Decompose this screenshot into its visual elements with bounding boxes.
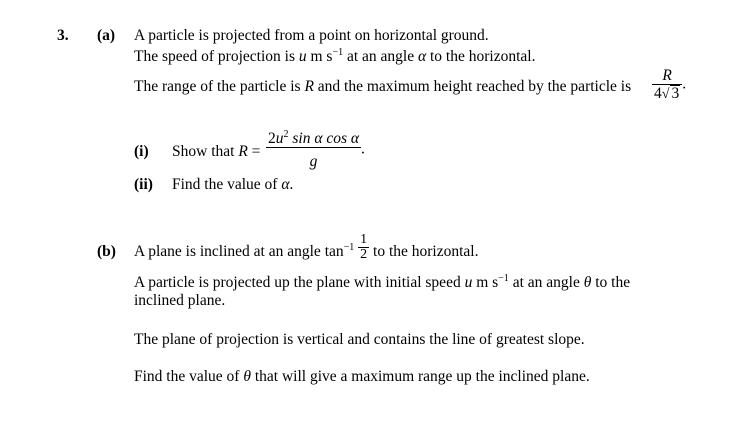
var-u: u bbox=[275, 130, 284, 147]
radicand: 3 bbox=[671, 84, 680, 102]
part-b-line-1 bbox=[134, 232, 479, 262]
text: Show that bbox=[172, 143, 239, 160]
fraction-denominator bbox=[652, 85, 682, 102]
text: to the horizontal. bbox=[426, 48, 536, 65]
unit: m s bbox=[310, 48, 333, 65]
var-alpha: α bbox=[417, 48, 427, 65]
text: A plane is inclined at an angle bbox=[134, 243, 325, 261]
text: and the maximum height reached by the particle is bbox=[313, 78, 632, 95]
sub-i-label: (i) bbox=[134, 143, 149, 160]
max-height-fraction bbox=[652, 68, 686, 102]
unit: m s bbox=[476, 274, 499, 291]
equals: = bbox=[247, 143, 261, 160]
tan-exponent: −1 bbox=[343, 242, 355, 254]
var-theta: θ bbox=[243, 368, 251, 385]
tan: tan bbox=[324, 243, 344, 261]
coef: 2 bbox=[268, 130, 276, 147]
unit-exponent: −1 bbox=[498, 273, 509, 284]
var-theta: θ bbox=[583, 274, 592, 291]
half-fraction bbox=[358, 233, 369, 262]
part-a-line-1: A particle is projected from a point on horizontal ground. bbox=[134, 27, 489, 44]
var-R: R bbox=[238, 143, 248, 160]
part-a-label: (a) bbox=[97, 27, 116, 44]
sqrt-icon: √ bbox=[661, 86, 670, 102]
period: . bbox=[289, 176, 294, 193]
text: The speed of projection is bbox=[134, 48, 299, 65]
fraction-numerator: R bbox=[652, 68, 682, 85]
coef: 4 bbox=[654, 84, 662, 102]
fraction-numerator: 1 bbox=[360, 232, 368, 247]
text: to the bbox=[591, 274, 631, 291]
text: at an angle bbox=[508, 274, 584, 291]
trig-terms: sin α cos α bbox=[288, 130, 360, 147]
part-b-label: (b) bbox=[97, 243, 116, 260]
fraction-denominator: 2 bbox=[360, 247, 368, 262]
unit-exponent: −1 bbox=[332, 47, 344, 58]
var-u: u bbox=[464, 274, 473, 291]
fraction bbox=[652, 68, 682, 102]
part-b-line-2 bbox=[134, 274, 630, 292]
var-u: u bbox=[298, 48, 307, 65]
part-b-line-5 bbox=[134, 368, 590, 386]
fraction-denominator: g bbox=[309, 152, 318, 170]
text: that will give a maximum range up the inclined plane. bbox=[250, 368, 590, 385]
var-alpha: α bbox=[281, 176, 290, 193]
var-R: R bbox=[304, 78, 314, 95]
sub-ii-text bbox=[172, 176, 293, 194]
sub-ii-label: (ii) bbox=[134, 176, 153, 193]
fraction bbox=[266, 131, 361, 169]
part-b-line-4: The plane of projection is vertical and contains the line of greatest slope. bbox=[134, 331, 585, 348]
range-formula-fraction bbox=[266, 131, 365, 169]
exponent: 2 bbox=[283, 129, 289, 140]
part-a-line-2 bbox=[134, 48, 535, 66]
text: Find the value of bbox=[134, 368, 244, 385]
text: Find the value of bbox=[172, 176, 282, 193]
period: . bbox=[682, 75, 687, 93]
question-number: 3. bbox=[57, 27, 69, 44]
text: A particle is projected up the plane with initial speed bbox=[134, 274, 465, 291]
part-a-line-3 bbox=[134, 78, 631, 96]
period: . bbox=[361, 140, 365, 158]
text: to the horizontal. bbox=[369, 243, 479, 261]
fraction-numerator bbox=[266, 131, 361, 148]
text: The range of the particle is bbox=[134, 78, 305, 95]
sub-i-text bbox=[172, 143, 260, 161]
text: at an angle bbox=[343, 48, 418, 65]
part-b-line-3: inclined plane. bbox=[134, 292, 226, 309]
